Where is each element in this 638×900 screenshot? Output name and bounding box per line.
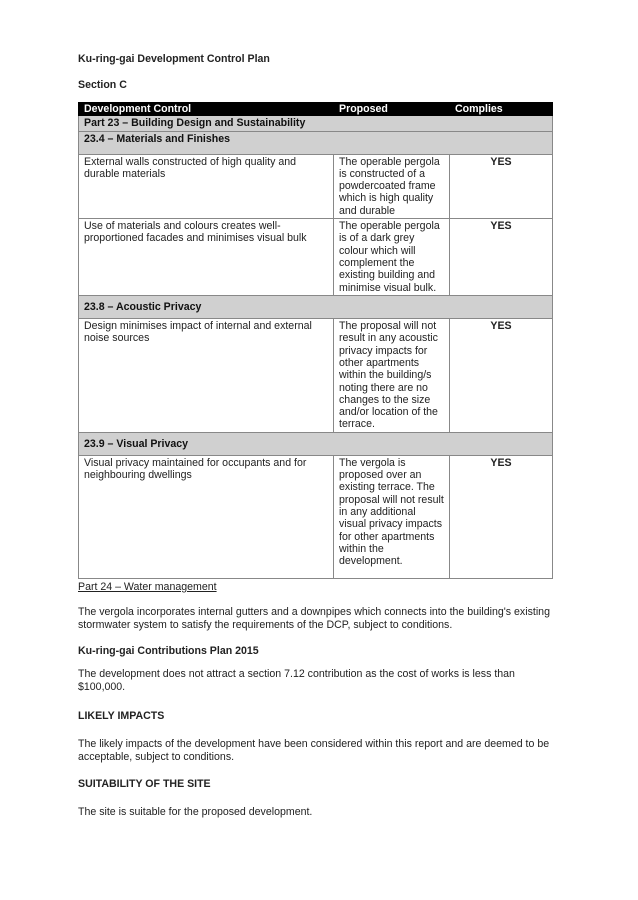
contributions-text: The development does not attract a section 7.12 contribution as the cost of works is less than $100,000. (78, 668, 515, 693)
impacts-text: The likely impacts of the development have been considered within this report and are deemed to be acceptable, subject to conditions. (78, 738, 550, 763)
section-label: Section C (78, 79, 127, 91)
control-cell: Visual privacy maintained for occupants and for neighbouring dwellings (79, 455, 334, 578)
impacts-heading: LIKELY IMPACTS (78, 710, 165, 722)
control-cell: Design minimises impact of internal and external noise sources (79, 319, 334, 433)
water-text: The vergola incorporates internal gutters and a downpipes which connects into the building's existing stormwater system to satisfy the requirements of the DCP, subject to conditions. (78, 606, 550, 631)
control-cell: Use of materials and colours creates well-proportioned facades and minimises visual bulk (79, 219, 334, 296)
complies-cell: YES (450, 154, 553, 218)
group-heading: 23.9 – Visual Privacy (79, 432, 553, 455)
table-row (79, 455, 553, 578)
contributions-heading: Ku-ring-gai Contributions Plan 2015 (78, 645, 259, 657)
complies-cell: YES (450, 455, 553, 578)
complies-cell: YES (450, 319, 553, 433)
table-row (79, 319, 553, 433)
complies-cell: YES (450, 219, 553, 296)
development-control-table (78, 102, 553, 579)
water-heading: Part 24 – Water management (78, 581, 217, 593)
proposed-cell: The operable pergola is of a dark grey colour which will complement the existing building and minimise visual bulk. (334, 219, 450, 296)
control-cell: External walls constructed of high quality and durable materials (79, 154, 334, 218)
suitability-heading: SUITABILITY OF THE SITE (78, 778, 211, 790)
proposed-cell: The vergola is proposed over an existing terrace. The proposal will not result in any additional visual privacy impacts for other apartments within the development. (334, 455, 450, 578)
suitability-text: The site is suitable for the proposed development. (78, 806, 313, 818)
header-proposed: Proposed (334, 103, 450, 116)
header-control: Development Control (79, 103, 334, 116)
proposed-cell: The proposal will not result in any acoustic privacy impacts for other apartments within the building/s noting there are no changes to the size and/or location of the terrace. (334, 319, 450, 433)
table-row (79, 219, 553, 296)
group-heading: 23.8 – Acoustic Privacy (79, 296, 553, 319)
header-complies: Complies (450, 103, 553, 116)
table-header (79, 103, 553, 116)
table-row (79, 154, 553, 218)
group-heading: 23.4 – Materials and Finishes (79, 131, 553, 154)
document-title: Ku-ring-gai Development Control Plan (78, 53, 270, 65)
proposed-cell: The operable pergola is constructed of a powdercoated frame which is high quality and durable (334, 154, 450, 218)
part-heading: Part 23 – Building Design and Sustainability (79, 116, 553, 131)
